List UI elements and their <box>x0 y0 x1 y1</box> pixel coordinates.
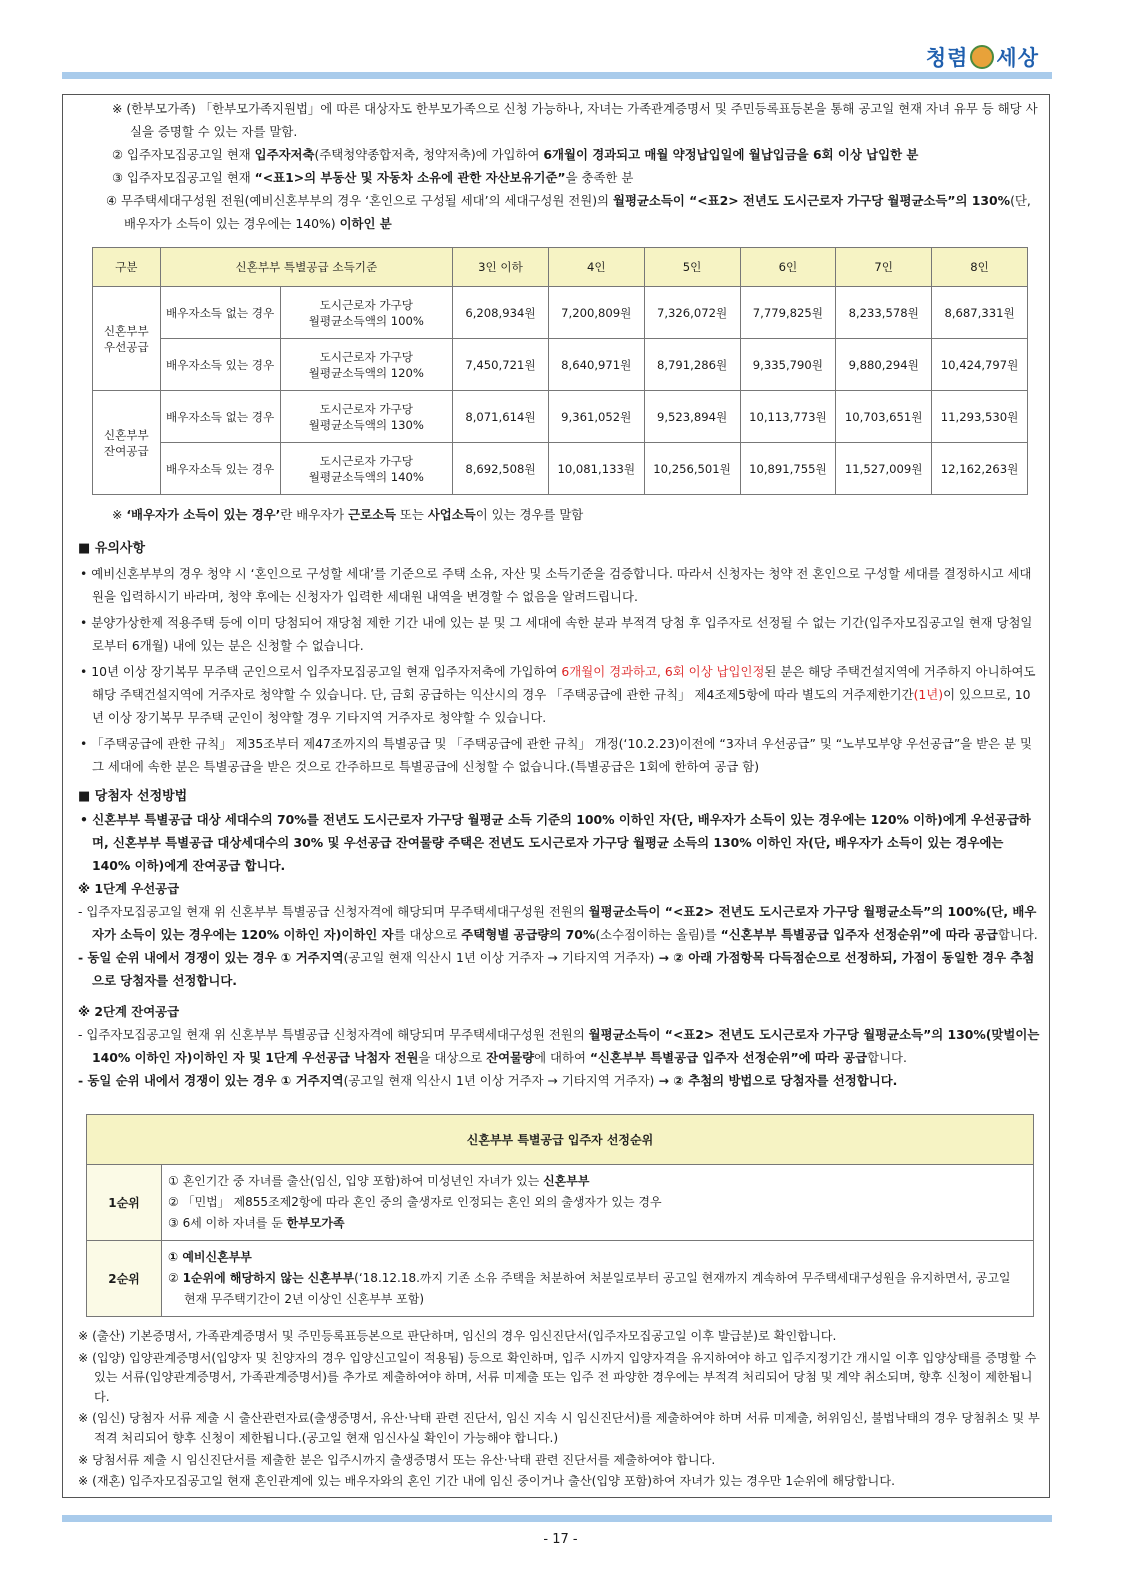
note-item: ※ 당첨서류 제출 시 임신진단서를 제출한 분은 입주시까지 출생증명서 또는 유산·낙태 관련 진단서를 제출하여야 합니다. <box>78 1452 716 1467</box>
income-table-header: 구분 신혼부부 특별공급 소득기준 3인 이하 4인 5인 6인 7인 8인 <box>93 248 1028 287</box>
bottom-divider <box>62 1515 1052 1522</box>
stage1-title: ※ 1단계 우선공급 <box>78 881 180 896</box>
table-row <box>87 1165 1034 1241</box>
table-row: 신혼부부 잔여공급 배우자소득 없는 경우 도시근로자 가구당 월평균소득액의 130% 8,071,614원 9,361,052원 9,523,894원 10,113,773원 10,703,651원 11,293,530원 <box>93 391 1028 443</box>
rank-table <box>86 1114 1034 1317</box>
caution-item: • 「주택공급에 관한 규칙」 제35조부터 제47조까지의 특별공급 및 「주택공급에 관한 규칙」 개정(‘10.2.23)이전에 “3자녀 우선공급” 및 “노부모부양 우선공급”을 받은 분 및 그 세대에 속한 분은 특별공급을 받은 것으로 간주하므로 특별공급에 신청할 수 없습니다.(특별공급은 1회에 한하여 공급 함) <box>80 736 1032 774</box>
condition-3: ③ 입주자모집공고일 현재 “<표1>의 부동산 및 자동차 소유에 관한 자산보유기준”을 충족한 분 <box>112 170 634 185</box>
stage1-tiebreak: - 동일 순위 내에서 경쟁이 있는 경우 ① 거주지역(공고일 현재 익산시 1년 이상 거주자 → 기타지역 거주자) → ② 아래 가점항목 다득점순으로 선정하되, 가점이 동일한 경우 추첨으로 당첨자를 선정합니다. <box>78 950 1035 988</box>
stage2-rule: - 입주자모집공고일 현재 위 신혼부부 특별공급 신청자격에 해당되며 무주택세대구성원 전원의 월평균소득이 “<표2> 전년도 도시근로자 가구당 월평균소득”의 130%(맞벌이는 140% 이하인 자)이하인 자 및 1단계 우선공급 낙첨자 전원을 대상으로 잔여물량에 대하여 “신혼부부 특별공급 입주자 선정순위”에 따라 공급합니다. <box>78 1027 1040 1065</box>
selection-title: ■ 당첨자 선정방법 <box>78 789 188 804</box>
rank-criterion: ① 혼인기간 중 자녀를 출산(임신, 입양 포함)하여 미성년인 자녀가 있는 신혼부부 <box>168 1174 590 1188</box>
rank-criterion: ② 「민법」 제855조제2항에 따라 혼인 중의 출생자로 인정되는 혼인 외의 출생자가 있는 경우 <box>168 1195 662 1209</box>
stage1-rule: - 입주자모집공고일 현재 위 신혼부부 특별공급 신청자격에 해당되며 무주택세대구성원 전원의 월평균소득이 “<표2> 전년도 도시근로자 가구당 월평균소득”의 100%(단, 배우자가 소득이 있는 경우에는 120% 이하인 자)이하인 자를 대상으로 주택형별 공급량의 70%(소수점이하는 올림)를 “신혼부부 특별공급 입주자 선정순위”에 따라 공급합니다. <box>78 904 1038 942</box>
table-row: 신혼부부 우선공급 배우자소득 없는 경우 도시근로자 가구당 월평균소득액의 100% 6,208,934원 7,200,809원 7,326,072원 7,779,825원 8,233,578원 8,687,331원 <box>93 287 1028 339</box>
selection-section <box>78 785 1040 1092</box>
table-row: 배우자소득 있는 경우 도시근로자 가구당 월평균소득액의 140% 8,692,508원 10,081,133원 10,256,501원 10,891,755원 11,527,009원 12,162,263원 <box>93 443 1028 495</box>
rank-label: 2순위 <box>87 1241 162 1317</box>
selection-summary: • 신혼부부 특별공급 대상 세대수의 70%를 전년도 도시근로자 가구당 월평균 소득 기준의 100% 이하인 자(단, 배우자가 소득이 있는 경우에는 120% 이하)에게 우선공급하며, 신혼부부 특별공급 대상세대수의 30% 및 우선공급 잔여물량 주택은 전년도 도시근로자 가구당 월평균 소득의 130% 이하인 자(단, 배우자가 소득이 있는 경우에는 140% 이하)에게 잔여공급 합니다. <box>80 812 1031 873</box>
income-table <box>92 247 1028 495</box>
income-footnote: ※ ‘배우자가 소득이 있는 경우’란 배우자가 근로소득 또는 사업소득이 있는 경우를 말함 <box>112 507 584 522</box>
table-row: 배우자소득 있는 경우 도시근로자 가구당 월평균소득액의 120% 7,450,721원 8,640,971원 8,791,286원 9,335,790원 9,880,294원 10,424,797원 <box>93 339 1028 391</box>
rank-criterion: ② 1순위에 해당하지 않는 신혼부부(‘18.12.18.까지 기존 소유 주택을 처분하여 처분일로부터 공고일 현재까지 계속하여 무주택세대구성원을 유지하면서, 공고일 현재 무주택기간이 2년 이상인 신혼부부 포함) <box>168 1271 1011 1306</box>
rank-criterion: ① 예비신혼부부 <box>168 1250 252 1264</box>
caution-section <box>78 537 1040 778</box>
logo-text: 청렴 <box>925 46 969 70</box>
note-item: ※ (출산) 기본증명서, 가족관계증명서 및 주민등록표등본으로 판단하며, 임신의 경우 임신진단서(입주자모집공고일 이후 발급분)로 확인합니다. <box>78 1329 837 1343</box>
logo-emblem-icon <box>970 45 994 69</box>
logo-text-2: 세상 <box>996 46 1039 70</box>
note-item: ※ (입양) 입양관계증명서(입양자 및 친양자의 경우 입양신고일이 적용됨) 등으로 확인하며, 입주 시까지 입양자격을 유지하여야 하고 입주지정기간 개시일 이후 입양상태를 증명할 수 있는 서류(입양관계증명서, 가족관계증명서)를 추가로 제출하여야 하며, 서류 미제출 또는 입주 전 파양한 경우에는 부적격 처리되어 당첨 및 계약 취소되며, 향후 신청이 제한됩니다. <box>78 1350 1037 1404</box>
condition-4: ④ 무주택세대구성원 전원(예비신혼부부의 경우 ‘혼인으로 구성될 세대’의 세대구성원 전원)의 월평균소득이 “<표2> 전년도 도시근로자 가구당 월평균소득”의 130%(단, 배우자가 소득이 있는 경우에는 140%) 이하인 분 <box>106 193 1031 231</box>
rank-table-title: 신혼부부 특별공급 입주자 선정순위 <box>87 1115 1034 1165</box>
rank-label: 1순위 <box>87 1165 162 1241</box>
intro-section <box>78 97 1040 235</box>
note-item: ※ (재혼) 입주자모집공고일 현재 혼인관계에 있는 배우자와의 혼인 기간 내에 임신 중이거나 출산(입양 포함)하여 자녀가 있는 경우만 1순위에 해당합니다. <box>78 1474 895 1489</box>
table-row <box>87 1241 1034 1317</box>
caution-item: • 예비신혼부부의 경우 청약 시 ‘혼인으로 구성할 세대’를 기준으로 주택 소유, 자산 및 소득기준을 검증합니다. 따라서 신청자는 청약 전 혼인으로 구성할 세대를 결정하시고 세대원을 입력하시기 바라며, 청약 후에는 신청자가 입력한 세대원 내역을 변경할 수 없음을 알려드립니다. <box>80 566 1032 604</box>
note-item: ※ (임신) 당첨자 서류 제출 시 출산관련자료(출생증명서, 유산·낙태 관련 진단서, 임신 지속 시 임신진단서)를 제출하여야 하며 서류 미제출, 허위임신, 불법낙태의 경우 당첨취소 및 부적격 처리되어 향후 신청이 제한됩니다.(공고일 현재 임신사실 확인이 가능해야 합니다.) <box>78 1411 1040 1445</box>
stage2-title: ※ 2단계 잔여공급 <box>78 1004 180 1019</box>
header-logo <box>926 42 1039 72</box>
top-divider <box>62 72 1052 79</box>
page-number: - 17 - <box>543 1532 578 1547</box>
note-single-parent: ※ (한부모가족) 「한부모가족지원법」에 따른 대상자도 한부모가족으로 신청 가능하나, 자녀는 가족관계증명서 및 주민등록표등본을 통해 공고일 현재 자녀 유무 등 해당 사실을 증명할 수 있는 자를 말함. <box>112 101 1038 139</box>
notes-section <box>78 1327 1040 1492</box>
stage2-tiebreak: - 동일 순위 내에서 경쟁이 있는 경우 ① 거주지역(공고일 현재 익산시 1년 이상 거주자 → 기타지역 거주자) → ② 추첨의 방법으로 당첨자를 선정합니다. <box>78 1073 898 1088</box>
caution-item: • 10년 이상 장기복무 무주택 군인으로서 입주자모집공고일 현재 입주자저축에 가입하여 6개월이 경과하고, 6회 이상 납입인정된 분은 해당 주택건설지역에 거주하지 아니하여도 해당 주택건설지역에 거주자로 청약할 수 있습니다. 단, 금회 공급하는 익산시의 경우 「주택공급에 관한 규칙」 제4조제5항에 따라 별도의 거주제한기간(1년)이 있으므로, 10년 이상 장기복무 무주택 군인이 청약할 경우 기타지역 거주자로 청약할 수 있습니다. <box>80 664 1036 725</box>
caution-item: • 분양가상한제 적용주택 등에 이미 당첨되어 재당첨 제한 기간 내에 있는 분 및 그 세대에 속한 분과 부적격 당첨 후 입주자로 선정될 수 없는 기간(입주자모집공고일 현재 당첨일로부터 6개월) 내에 있는 분은 신청할 수 없습니다. <box>80 615 1033 653</box>
rank-criterion: ③ 6세 이하 자녀를 둔 한부모가족 <box>168 1216 345 1230</box>
condition-2: ② 입주자모집공고일 현재 입주자저축(주택청약종합저축, 청약저축)에 가입하여 6개월이 경과되고 매월 약정납입일에 월납입금을 6회 이상 납입한 분 <box>112 147 919 162</box>
caution-title: ■ 유의사항 <box>78 541 146 556</box>
